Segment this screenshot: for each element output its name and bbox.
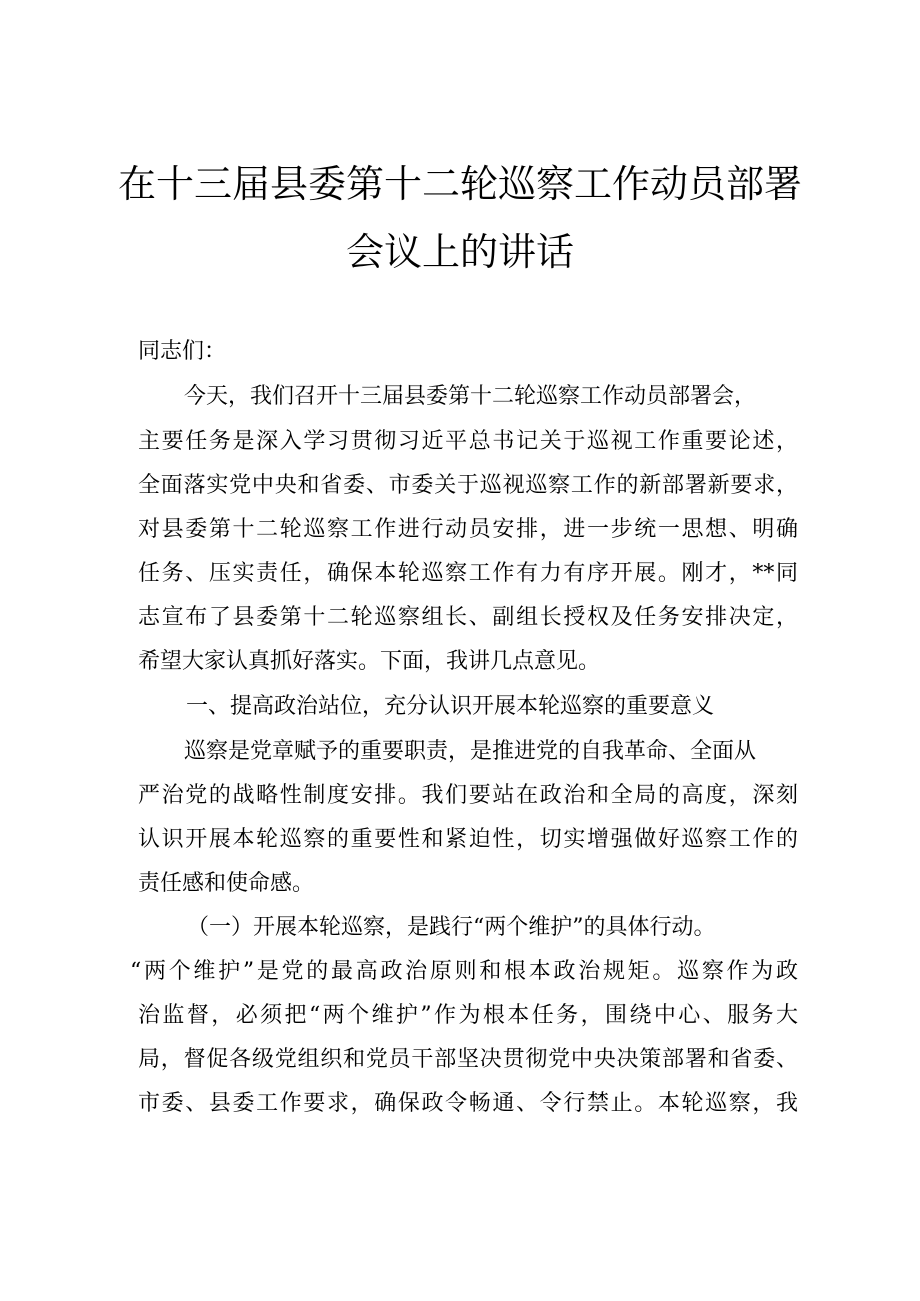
section-1-line-2: 严治党的战略性制度安排。我们要站在政治和全局的高度，深刻	[138, 783, 798, 808]
intro-line-2: 主要任务是深入学习贯彻习近平总书记关于巡视工作重要论述，	[138, 429, 798, 454]
intro-line-4: 对县委第十二轮巡察工作进行动员安排，进一步统一思想、明确	[138, 517, 798, 542]
section-1-line-3: 认识开展本轮巡察的重要性和紧迫性，切实增强做好巡察工作的	[138, 827, 798, 852]
intro-line-7: 希望大家认真抓好落实。下面，我讲几点意见。	[138, 649, 601, 674]
subsection-1-line-3: 局，督促各级党组织和党员干部坚决贯彻党中央决策部署和省委、	[138, 1047, 798, 1072]
intro-line-5: 任务、压实责任，确保本轮巡察工作有力有序开展。刚才，**同	[138, 561, 798, 586]
subsection-1-line-2: 治监督，必须把“两个维护”作为根本任务，围绕中心、服务大	[138, 1003, 798, 1028]
section-1-heading: 一、提高政治站位，充分认识开展本轮巡察的重要意义	[186, 694, 715, 719]
subsection-1-heading: （一）开展本轮巡察，是践行“两个维护”的具体行动。	[187, 915, 716, 940]
subsection-1-line-4: 市委、县委工作要求，确保政令畅通、令行禁止。本轮巡察，我	[138, 1091, 798, 1116]
section-1-line-1: 巡察是党章赋予的重要职责，是推进党的自我革命、全面从	[184, 739, 757, 764]
subsection-1-line-1: “两个维护”是党的最高政治原则和根本政治规矩。巡察作为政	[130, 959, 798, 984]
section-1-line-4: 责任感和使命感。	[138, 871, 315, 896]
document-title-line-2: 会议上的讲话	[345, 230, 574, 274]
document-title-line-1: 在十三届县委第十二轮巡察工作动员部署	[117, 162, 802, 206]
intro-line-6: 志宣布了县委第十二轮巡察组长、副组长授权及任务安排决定，	[138, 605, 798, 630]
salutation: 同志们：	[138, 339, 227, 364]
intro-line-1: 今天，我们召开十三届县委第十二轮巡察工作动员部署会，	[184, 384, 757, 409]
intro-line-3: 全面落实党中央和省委、市委关于巡视巡察工作的新部署新要求，	[138, 473, 798, 498]
